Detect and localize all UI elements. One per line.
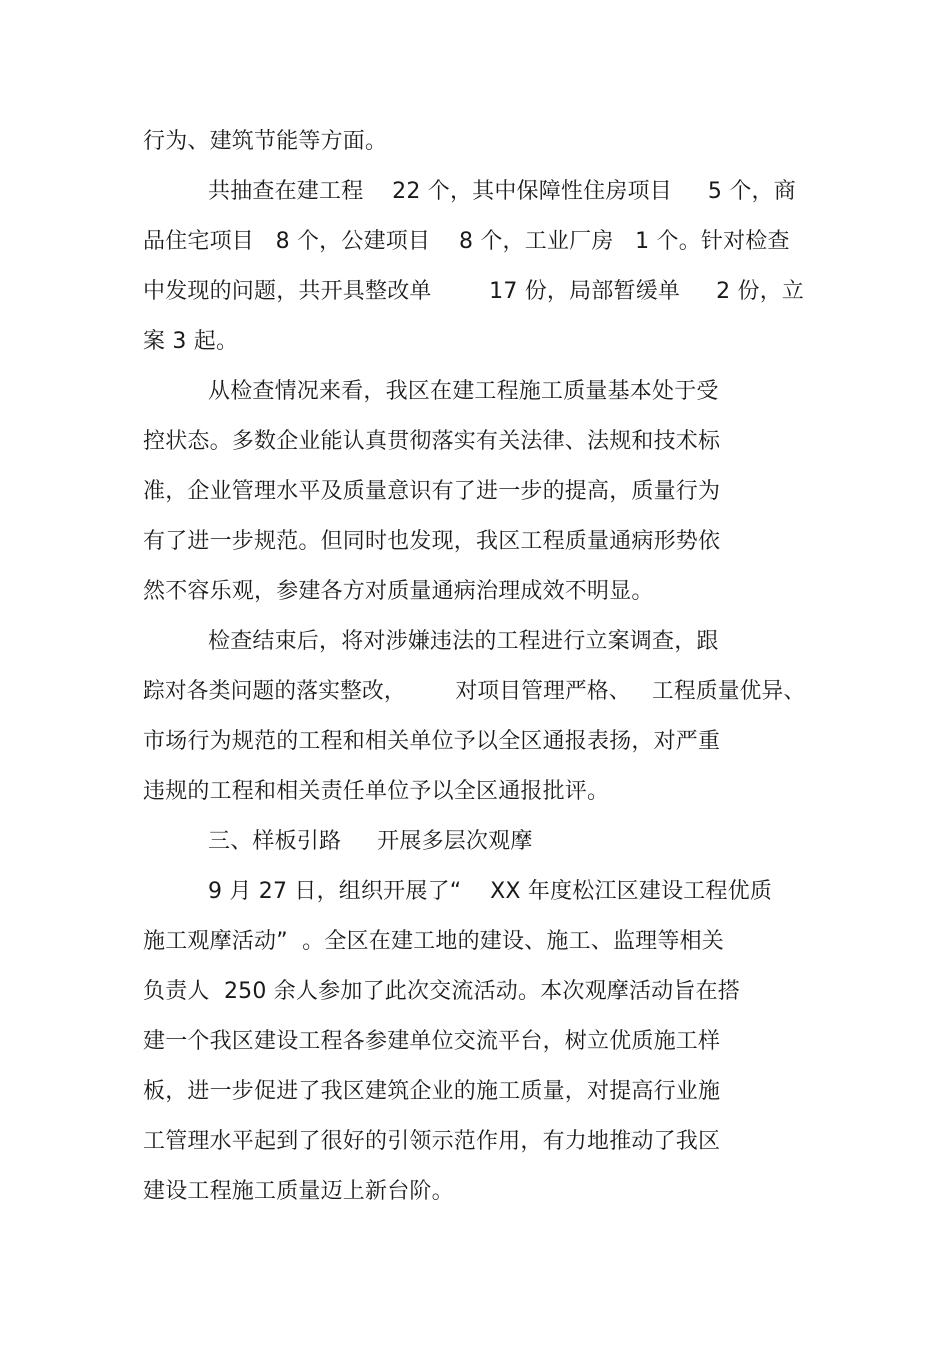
text-line: 工管理水平起到了很好的引领示范作用，有力地推动了我区 <box>143 1129 721 1154</box>
text-line: 踪对各类问题的落实整改， 对项目管理严格、 工程质量优异、 <box>143 679 806 704</box>
section-heading: 三、样板引路 开展多层次观摩 <box>208 829 533 854</box>
text-line: 施工观摩活动” 。全区在建工地的建设、施工、监理等相关 <box>143 929 724 954</box>
text-line: 然不容乐观，参建各方对质量通病治理成效不明显。 <box>143 579 654 604</box>
text-line: 市场行为规范的工程和相关单位予以全区通报表扬，对严重 <box>143 729 721 754</box>
text-line: 检查结束后，将对涉嫌违法的工程进行立案调查，跟 <box>208 629 719 654</box>
text-line: 准，企业管理水平及质量意识有了进一步的提高，质量行为 <box>143 479 721 504</box>
text-line: 案 3 起。 <box>143 329 239 354</box>
text-line: 负责人 250 余人参加了此次交流活动。本次观摩活动旨在搭 <box>143 979 740 1004</box>
text-line: 行为、建筑节能等方面。 <box>143 129 388 154</box>
text-line: 中发现的问题，共开具整改单 17 份，局部暂缓单 2 份，立 <box>143 279 805 304</box>
text-line: 有了进一步规范。但同时也发现，我区工程质量通病形势依 <box>143 529 721 554</box>
text-line: 共抽查在建工程 22 个，其中保障性住房项目 5 个，商 <box>208 179 796 204</box>
text-line: 板，进一步促进了我区建筑企业的施工质量，对提高行业施 <box>143 1079 721 1104</box>
text-line: 9 月 27 日，组织开展了“ XX 年度松江区建设工程优质 <box>208 879 773 904</box>
text-line: 控状态。多数企业能认真贯彻落实有关法律、法规和技术标 <box>143 429 721 454</box>
text-line: 违规的工程和相关责任单位予以全区通报批评。 <box>143 779 610 804</box>
text-line: 建设工程施工质量迈上新台阶。 <box>143 1179 454 1204</box>
text-line: 品住宅项目 8 个，公建项目 8 个，工业厂房 1 个。针对检查 <box>143 229 790 254</box>
text-line: 从检查情况来看，我区在建工程施工质量基本处于受 <box>208 379 719 404</box>
text-line: 建一个我区建设工程各参建单位交流平台，树立优质施工样 <box>143 1029 721 1054</box>
